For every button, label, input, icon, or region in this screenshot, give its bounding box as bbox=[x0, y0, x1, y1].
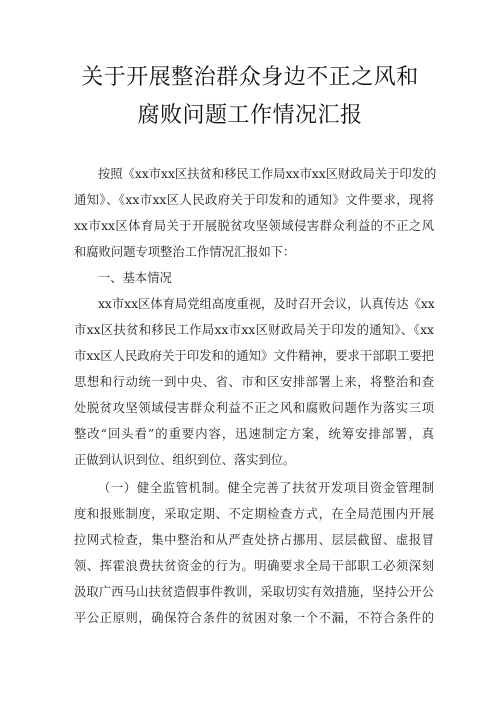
supervision-mechanism-line: 度和报账制度，采取定期、不定期检查方式，在全局范围内开展 bbox=[74, 507, 434, 521]
supervision-mechanism-line: 平公正原则，确保符合条件的贫困对象一个不漏，不符合条件的 bbox=[74, 611, 434, 625]
basic-situation-line: xx市xx区体育局党组高度重视，及时召开会议，认真传达《xx bbox=[98, 297, 435, 311]
intro-paragraph-line: 通知》、《xx市xx区人民政府关于印发和的通知》文件要求，现将 bbox=[74, 193, 434, 207]
supervision-mechanism-line: 汲取广西马山扶贫造假事件教训，采取切实有效措施，坚持公开公 bbox=[74, 585, 434, 599]
document-title-line-1: 关于开展整治群众身边不正之风和 bbox=[81, 65, 419, 90]
basic-situation-line: 正做到认识到位、组织到位、落实到位。 bbox=[74, 453, 296, 467]
document-title-line-2: 腐败问题工作情况汇报 bbox=[137, 103, 363, 128]
basic-situation-line: 处脱贫攻坚领域侵害群众利益不正之风和腐败问题作为落实三项 bbox=[74, 401, 434, 415]
basic-situation-line: 市xx区扶贫和移民工作局xx市xx区财政局关于印发的通知》、《xx bbox=[74, 323, 434, 337]
supervision-mechanism-line: 拉网式检查，集中整治和从严查处挤占挪用、层层截留、虚报冒 bbox=[74, 533, 434, 547]
intro-paragraph-line: 按照《xx市xx区扶贫和移民工作局xx市xx区财政局关于印发的 bbox=[98, 167, 437, 181]
supervision-mechanism-line: 领、挥霍浪费扶贫资金的行为。明确要求全局干部职工必须深刻 bbox=[74, 559, 434, 573]
intro-paragraph-line: 和腐败问题专项整治工作情况汇报如下： bbox=[74, 245, 296, 259]
section-heading-basic: 一、基本情况 bbox=[98, 271, 172, 285]
basic-situation-line: 整改“回头看”的重要内容，迅速制定方案，统筹安排部署，真 bbox=[74, 427, 434, 441]
basic-situation-line: 思想和行动统一到中央、省、市和区安排部署上来，将整治和查 bbox=[74, 375, 434, 389]
intro-paragraph-line: xx市xx区体育局关于开展脱贫攻坚领域侵害群众利益的不正之风 bbox=[74, 219, 434, 233]
supervision-mechanism-line: （一）健全监管机制。健全完善了扶贫开发项目资金管理制 bbox=[98, 481, 434, 495]
basic-situation-line: 市xx区人民政府关于印发和的通知》文件精神，要求干部职工要把 bbox=[74, 349, 434, 363]
